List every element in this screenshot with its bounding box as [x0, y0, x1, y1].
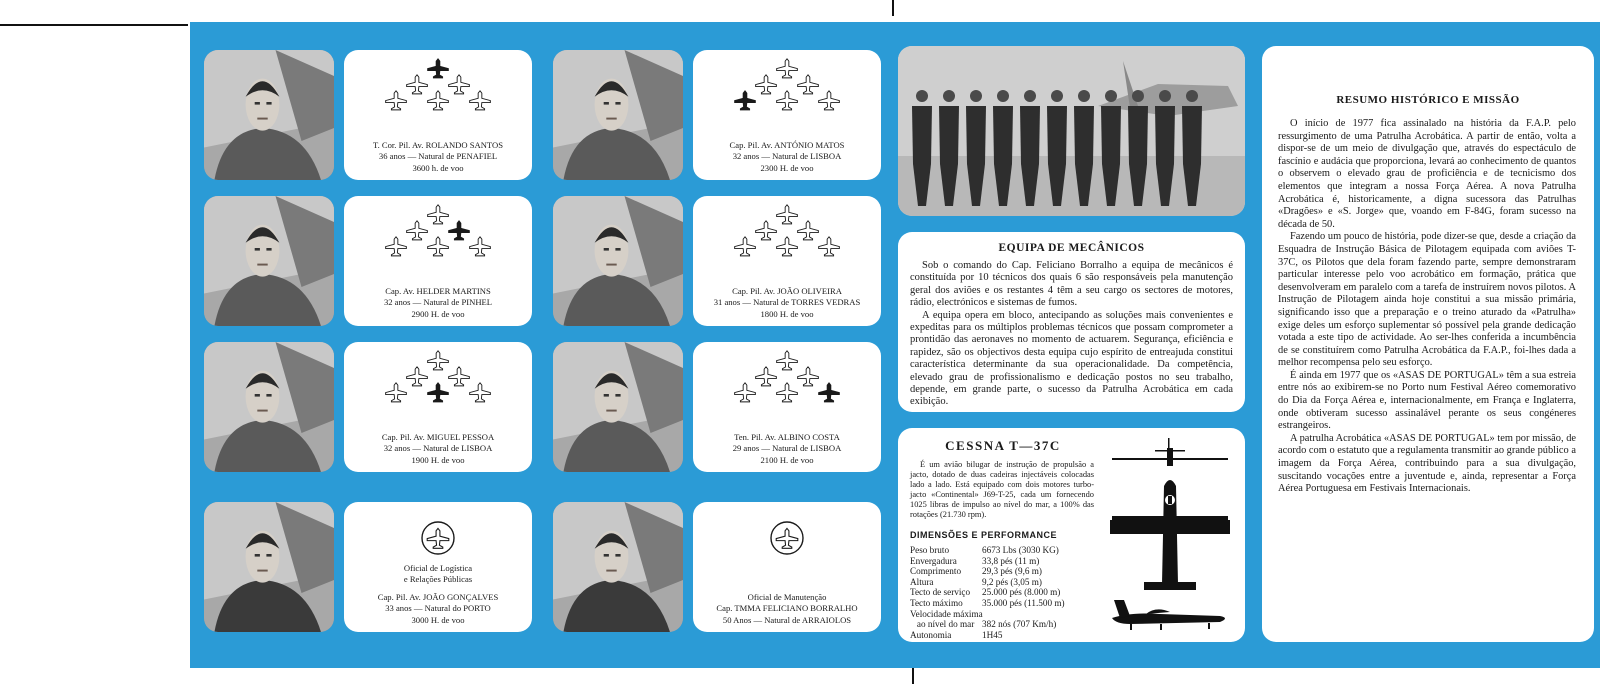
- cessna-three-view-drawing: [1100, 434, 1240, 634]
- formation-wrapper: [382, 348, 494, 409]
- spec-value: [982, 609, 1100, 620]
- pilot-caption-line: 50 Anos — Natural de ARRAIOLOS: [722, 614, 852, 625]
- formation-position-highlighted: [428, 59, 449, 78]
- formation-position: [777, 91, 798, 110]
- pilot-photo-image: [204, 50, 334, 180]
- emblem-wrapper: [769, 520, 805, 561]
- mechanics-card: [898, 232, 1245, 412]
- spec-row: [910, 587, 1100, 598]
- formation-position: [819, 237, 840, 256]
- pilot-caption-line: 1800 H. de voo: [760, 308, 814, 319]
- spec-row: [910, 598, 1100, 609]
- formation-diagram: [382, 56, 494, 112]
- pilot-caption-line: 2100 H. de voo: [760, 454, 814, 465]
- formation-position: [428, 237, 449, 256]
- pilot-caption: [344, 432, 532, 467]
- pilot-photo-image: [553, 342, 683, 472]
- spec-value: 25.000 pés (8.000 m): [982, 587, 1061, 598]
- formation-position: [798, 367, 819, 386]
- pilot-photo-image: [204, 502, 334, 632]
- emblem-wrapper: [420, 520, 456, 561]
- formation-diagram: [731, 202, 843, 258]
- mechanics-title: EQUIPA DE MECÂNICOS: [998, 242, 1145, 254]
- formation-position: [798, 221, 819, 240]
- spec-label: Tecto de serviço: [910, 587, 971, 598]
- formation-position-highlighted: [735, 91, 756, 110]
- pilot-caption-line: 31 anos — Natural de TORRES VEDRAS: [713, 297, 861, 307]
- pilot-caption-line: 32 anos — Natural de PINHEL: [383, 297, 493, 307]
- formation-position: [777, 351, 798, 370]
- spec-label: ao nível do mar: [910, 619, 975, 630]
- pilot-photo-image: [204, 342, 334, 472]
- formation-diagram: [731, 56, 843, 112]
- formation-position: [428, 205, 449, 224]
- formation-diagram: [731, 348, 843, 404]
- pilot-caption: [693, 432, 881, 467]
- spec-label: Envergadura: [910, 555, 957, 566]
- spec-value: 382 nós (707 Km/h): [982, 619, 1057, 630]
- pilot-caption-line-first: Cap. Pil. Av. MIGUEL PESSOA: [381, 431, 495, 442]
- pilot-photo: [204, 196, 334, 326]
- formation-position: [386, 91, 407, 110]
- history-paragraph-3: É ainda em 1977 que os «ASAS DE PORTUGAL» têm a sua estreia entre nós ao exibirem-se no Porto num Festival Aéreo comemorativo do Dia da Força Aérea e, internacionalmente, em França e Inglaterra, onde obtiveram sucesso assinalável perante os seus congéneres estrangeiros.: [1278, 369, 1576, 432]
- spec-value: 29,3 pés (9,6 m): [982, 566, 1042, 577]
- pilot-caption: [693, 286, 881, 321]
- pilot-info-card: [693, 342, 881, 472]
- formation-position: [756, 367, 777, 386]
- pilot-info-card: [344, 342, 532, 472]
- pilot-photo: [553, 342, 683, 472]
- pilot-caption-line: 29 anos — Natural de LISBOA: [732, 443, 842, 453]
- pilot-photo: [204, 502, 334, 632]
- pilot-info-card: [344, 50, 532, 180]
- formation-position: [777, 59, 798, 78]
- pilot-caption: [693, 592, 881, 627]
- formation-wrapper: [731, 202, 843, 263]
- formation-diagram: [382, 202, 494, 258]
- formation-position-highlighted: [428, 383, 449, 402]
- spec-row: [910, 619, 1100, 630]
- pilot-photo-image: [553, 502, 683, 632]
- pilot-caption-line: 32 anos — Natural de LISBOA: [383, 443, 493, 453]
- formation-diagram: [382, 348, 494, 404]
- history-paragraph-4: A patrulha Acrobática «ASAS DE PORTUGAL» tem por missão, de acordo com o estatuto que a regulamenta transmitir ao grande público a imagem da Força Aérea, contribuindo para a sua divulgação, suscitando vocações entre a juventude e, ainda, representar a Força Aérea Portuguesa em Festivais Internacionais.: [1278, 432, 1576, 495]
- formation-position: [798, 75, 819, 94]
- formation-wrapper: [731, 348, 843, 409]
- pilot-caption: [693, 140, 881, 175]
- pilot-caption: [344, 563, 532, 627]
- spec-value: 1H45: [982, 629, 1003, 640]
- spec-row: [910, 609, 1100, 620]
- formation-position: [735, 237, 756, 256]
- pilot-info-card: [344, 196, 532, 326]
- cessna-title: CESSNA T—37C: [945, 438, 1061, 453]
- spec-value: 6673 Lbs (3030 KG): [982, 545, 1059, 555]
- formation-position: [449, 367, 470, 386]
- pilot-caption-line: e Relações Públicas: [403, 574, 473, 584]
- pilot-caption: [344, 286, 532, 321]
- pilot-caption-line-first: Oficial de Manutenção: [747, 591, 827, 602]
- patrol-emblem-icon: [769, 520, 805, 556]
- history-paragraph-2: Fazendo um pouco de história, pode dizer-se que, desde a criação da Esquadra de Instrução Básica de Pilotagem equipada com aviões T-37C, os Pilotos que dela foram fazendo parte, sempre demonstraram particular interesse pelo voo acrobático em formação, prática que desenvolveram em paralelo com a tarefa de instruírem novos pilotos. A Instrução de Pilotagem ainda hoje constitui a sua missão primária, significando isso que a preparação e o treino aturado da «Patrulha» exige deles um esforço suplementar só possível pela grande dedicação votada a este tipo de actividade. Ao ser-lhes conferida a incumbência de se constituírem como Patrulha Acrobática da F.A.P., foi-lhes dada a melhor recompensa pelo seu esforço.: [1278, 231, 1576, 369]
- formation-position: [428, 351, 449, 370]
- pilot-caption-line: 3000 H. de voo: [411, 614, 465, 625]
- spec-value: 9,2 pés (3,05 m): [982, 576, 1042, 587]
- history-title: RESUMO HISTÓRICO E MISSÃO: [1336, 94, 1520, 106]
- pilot-photo: [204, 50, 334, 180]
- spec-label: Velocidade máxima: [910, 608, 983, 619]
- cessna-specs-title: DIMENSÕES E PERFORMANCE: [910, 530, 1058, 540]
- formation-position: [819, 91, 840, 110]
- front-view-aircraft: [1112, 438, 1228, 466]
- formation-position: [407, 221, 428, 240]
- cessna-specs: [910, 545, 1100, 640]
- pilot-caption-line: 1900 H. de voo: [411, 454, 465, 465]
- pilot-caption-line-first: T. Cor. Pil. Av. ROLANDO SANTOS: [372, 139, 504, 150]
- pilot-caption-line: Cap. TMMA FELICIANO BORRALHO: [716, 603, 858, 613]
- pilot-caption-line: 32 anos — Natural de LISBOA: [732, 151, 842, 161]
- spec-value: 35.000 pés (11.500 m): [982, 597, 1065, 608]
- cessna-intro: É um avião bilugar de instrução de propulsão a jacto, dotado de duas cadeiras injectáveis colocadas lado a lado. Está equipado com dois motores turbo-jacto «Continental» J69-T-25, cada um fornecendo 1025 libras de impulso ao nível do mar, a 100% das rotações (21.730 rpm).: [910, 460, 1094, 519]
- formation-position: [777, 205, 798, 224]
- pilot-caption-line: 36 anos — Natural de PENAFIEL: [378, 151, 498, 161]
- formation-position: [386, 237, 407, 256]
- pilot-info-card: [693, 502, 881, 632]
- formation-position: [407, 367, 428, 386]
- spec-label: Autonomia: [910, 629, 952, 640]
- formation-position: [407, 75, 428, 94]
- pilot-photo: [553, 50, 683, 180]
- formation-wrapper: [382, 202, 494, 263]
- pilot-caption-line: Cap. Pil. Av. JOÃO GONÇALVES: [377, 591, 499, 602]
- spec-label: Altura: [910, 576, 934, 587]
- history-paragraph-1: O início de 1977 fica assinalado na história da F.A.P. pelo ressurgimento de uma Patrulha Acrobática. A partir de então, volta a dispor-se de um meio de divulgação que, através do espectáculo de fascínio e audácia que proporciona, levará ao conhecimento de quantos o observem o elevado grau de proficiência e de tecnicismo dos elementos que integram a nossa Força Aérea. A nova Patrulha Acrobática é, historicamente, a digna sucessora das Patrulhas «Dragões» e «S. Jorge» que, voando em F-84G, foram sucesso na década de 50.: [1278, 118, 1576, 230]
- formation-position: [449, 75, 470, 94]
- spec-row: [910, 566, 1100, 577]
- pilot-photo: [204, 342, 334, 472]
- pilot-photo-image: [553, 196, 683, 326]
- top-view-aircraft: [1110, 480, 1230, 590]
- spec-row: [910, 630, 1100, 641]
- pilot-info-card: [344, 502, 532, 632]
- pilot-caption-line-first: Cap. Av. HELDER MARTINS: [385, 285, 491, 296]
- spec-label: Peso bruto: [910, 545, 950, 555]
- pilot-caption-line-first: Cap. Pil. Av. JOÃO OLIVEIRA: [732, 285, 842, 296]
- pilot-caption: [344, 140, 532, 175]
- pilot-caption-line-first: Cap. Pil. Av. ANTÓNIO MATOS: [729, 139, 845, 150]
- pilot-photo-image: [204, 196, 334, 326]
- spec-row: [910, 545, 1100, 556]
- formation-position: [428, 91, 449, 110]
- history-card: [1262, 46, 1594, 642]
- spec-label: Comprimento: [910, 566, 962, 577]
- formation-position: [386, 383, 407, 402]
- formation-position: [756, 221, 777, 240]
- spec-label: Tecto máximo: [910, 597, 963, 608]
- formation-position-highlighted: [449, 221, 470, 240]
- pilot-caption-line: 2900 H. de voo: [411, 308, 465, 319]
- formation-position: [470, 237, 491, 256]
- trim-line-top-left: [0, 24, 188, 26]
- team-photo-image: [898, 46, 1245, 216]
- side-view-aircraft: [1112, 600, 1225, 630]
- pilot-caption-line: 33 anos — Natural do PORTO: [385, 603, 491, 613]
- spec-value: 33,8 pés (11 m): [982, 555, 1040, 566]
- mechanics-paragraph-1: Sob o comando do Cap. Feliciano Borralho a equipa de mecânicos é constituída por 10 técnicos dos quais 6 são responsáveis pela manutenção geral dos aviões e os restantes 4 têm a seu cargo os sectores de motores, rádio, electrónicos e sistemas de fumos.: [910, 260, 1233, 309]
- pilot-photo: [553, 502, 683, 632]
- formation-position: [777, 237, 798, 256]
- formation-position-highlighted: [819, 383, 840, 402]
- patrol-emblem-icon: [420, 520, 456, 556]
- formation-wrapper: [731, 56, 843, 117]
- pilot-caption-line-first: Oficial de Logística: [403, 562, 473, 573]
- pilot-photo-image: [553, 50, 683, 180]
- team-photo: [898, 46, 1245, 216]
- pilot-photo: [553, 196, 683, 326]
- fold-mark-top: [892, 0, 894, 16]
- spec-row: [910, 556, 1100, 567]
- formation-position: [777, 383, 798, 402]
- formation-position: [756, 75, 777, 94]
- pilot-caption-line: 2300 H. de voo: [760, 162, 814, 173]
- formation-position: [470, 91, 491, 110]
- pilot-info-card: [693, 196, 881, 326]
- mechanics-paragraph-2: A equipa opera em bloco, antecipando as soluções mais convenientes e expeditas para os múltiplos problemas técnicos que possam comprometer a prontidão das aeronaves no momento de actuarem. Segurança, eficiência e rapidez, são os objectivos desta equipa cujo espírito de entreajuda constitui característica determinante da sua operacionalidade. Da competência, elevado grau de profissionalismo e dedicação postos no seu trabalho, depende, em grande parte, o sucesso da Patrulha Acrobática em cada exibição.: [910, 309, 1233, 408]
- fold-mark-bottom: [912, 668, 914, 684]
- spec-row: [910, 577, 1100, 588]
- cessna-card: [898, 428, 1245, 642]
- pilot-caption-line-first: Ten. Pil. Av. ALBINO COSTA: [734, 431, 840, 442]
- pilot-caption-line: 3600 h. de voo: [412, 162, 464, 173]
- pilot-info-card: [693, 50, 881, 180]
- formation-wrapper: [382, 56, 494, 117]
- formation-position: [470, 383, 491, 402]
- formation-position: [735, 383, 756, 402]
